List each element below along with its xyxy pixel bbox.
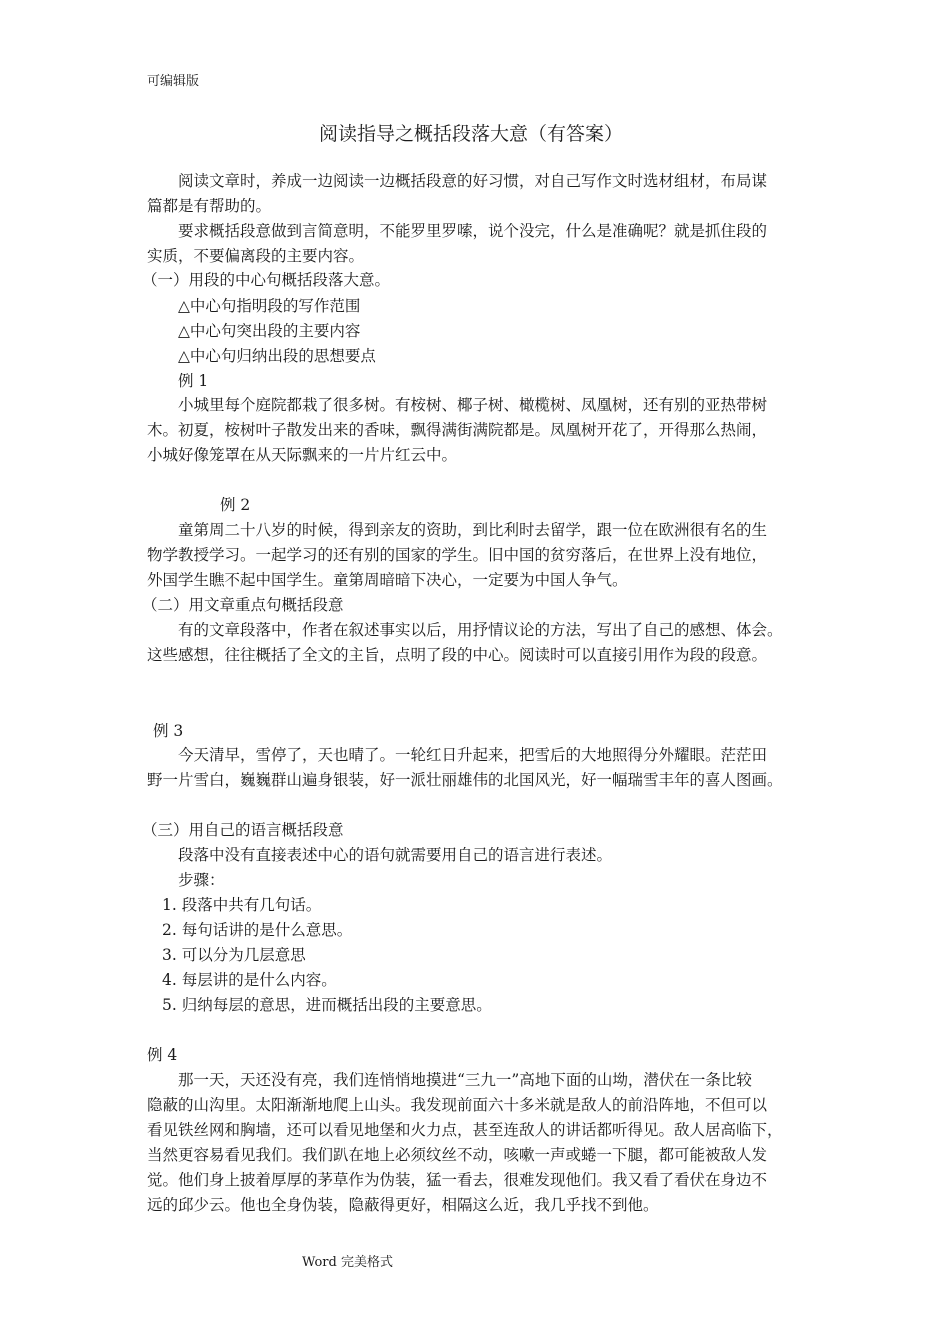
- text-line: 觉。他们身上披着厚厚的茅草作为伪装，猛一看去，很难发现他们。我又看了看伏在身边不: [147, 1171, 768, 1189]
- text-line: 隐蔽的山沟里。太阳渐渐地爬上山头。我发现前面六十多米就是敌人的前沿阵地，不但可以: [147, 1096, 768, 1114]
- text-line: 小城里每个庭院都栽了很多树。有桉树、椰子树、橄榄树、凤凰树，还有别的亚热带树: [178, 396, 768, 414]
- section-heading: （二）用文章重点句概括段意: [142, 596, 344, 614]
- step-item: 1. 段落中共有几句话。: [162, 896, 322, 914]
- step-item: 3. 可以分为几层意思: [162, 946, 306, 964]
- example-label: 例 2: [220, 496, 251, 514]
- text-line: 阅读文章时，养成一边阅读一边概括段意的好习惯，对自己写作文时选材组材，布局谋: [178, 172, 768, 190]
- text-line: 当然更容易看见我们。我们趴在地上必须纹丝不动，咳嗽一声或蜷一下腿，都可能被敌人发: [147, 1146, 768, 1164]
- text-line: 小城好像笼罩在从天际飘来的一片片红云中。: [147, 446, 458, 464]
- step-item: 5. 归纳每层的意思，进而概括出段的主要意思。: [162, 996, 492, 1014]
- text-line: 篇都是有帮助的。: [147, 197, 272, 215]
- text-line: 今天清早，雪停了，天也晴了。一轮红日升起来，把雪后的大地照得分外耀眼。茫茫田: [178, 746, 768, 764]
- section-heading: （三）用自己的语言概括段意: [142, 821, 344, 839]
- example-label: 例 3: [153, 722, 184, 740]
- text-line: 远的邱少云。他也全身伪装，隐蔽得更好，相隔这么近，我几乎找不到他。: [147, 1196, 659, 1214]
- example-label: 例 1: [178, 372, 209, 390]
- text-line: 野一片雪白，巍巍群山遍身银装，好一派壮丽雄伟的北国风光，好一幅瑞雪丰年的喜人图画。: [147, 771, 783, 789]
- text-line: 实质，不要偏离段的主要内容。: [147, 247, 365, 265]
- step-item: 2. 每句话讲的是什么意思。: [162, 921, 353, 939]
- text-line: 物学教授学习。一起学习的还有别的国家的学生。旧中国的贫穷落后，在世界上没有地位，: [147, 546, 768, 564]
- text-line: 要求概括段意做到言简意明，不能罗里罗嗦，说个没完，什么是准确呢？就是抓住段的: [178, 222, 768, 240]
- text-line: 外国学生瞧不起中国学生。童第周暗暗下决心，一定要为中国人争气。: [147, 571, 628, 589]
- text-line: 有的文章段落中，作者在叙述事实以后，用抒情议论的方法，写出了自己的感想、体会。: [178, 621, 783, 639]
- text-line: 看见铁丝网和胸墙，还可以看见地堡和火力点，甚至连敌人的讲话都听得见。敌人居高临下，: [147, 1121, 783, 1139]
- page-footer: Word 完美格式: [302, 1255, 393, 1270]
- point-item: △中心句指明段的写作范围: [178, 297, 361, 315]
- text-line: 这些感想，往往概括了全文的主旨，点明了段的中心。阅读时可以直接引用作为段的段意。: [147, 646, 768, 664]
- text-line: 童第周二十八岁的时候，得到亲友的资助，到比利时去留学，跟一位在欧洲很有名的生: [178, 521, 768, 539]
- text-line: 木。初夏，桉树叶子散发出来的香味，飘得满街满院都是。凤凰树开花了，开得那么热闹，: [147, 421, 768, 439]
- text-line: 段落中没有直接表述中心的语句就需要用自己的语言进行表述。: [178, 846, 613, 864]
- text-line: 那一天，天还没有亮，我们连悄悄地摸进“三九一”高地下面的山坳，潜伏在一条比较: [178, 1071, 752, 1089]
- step-item: 4. 每层讲的是什么内容。: [162, 971, 337, 989]
- page-title: 阅读指导之概括段落大意（有答案）: [319, 123, 624, 145]
- section-heading: （一）用段的中心句概括段落大意。: [142, 271, 391, 289]
- example-label: 例 4: [147, 1046, 178, 1064]
- point-item: △中心句归纳出段的思想要点: [178, 347, 376, 365]
- steps-label: 步骤：: [178, 871, 225, 889]
- point-item: △中心句突出段的主要内容: [178, 322, 361, 340]
- page-header: 可编辑版: [147, 74, 200, 89]
